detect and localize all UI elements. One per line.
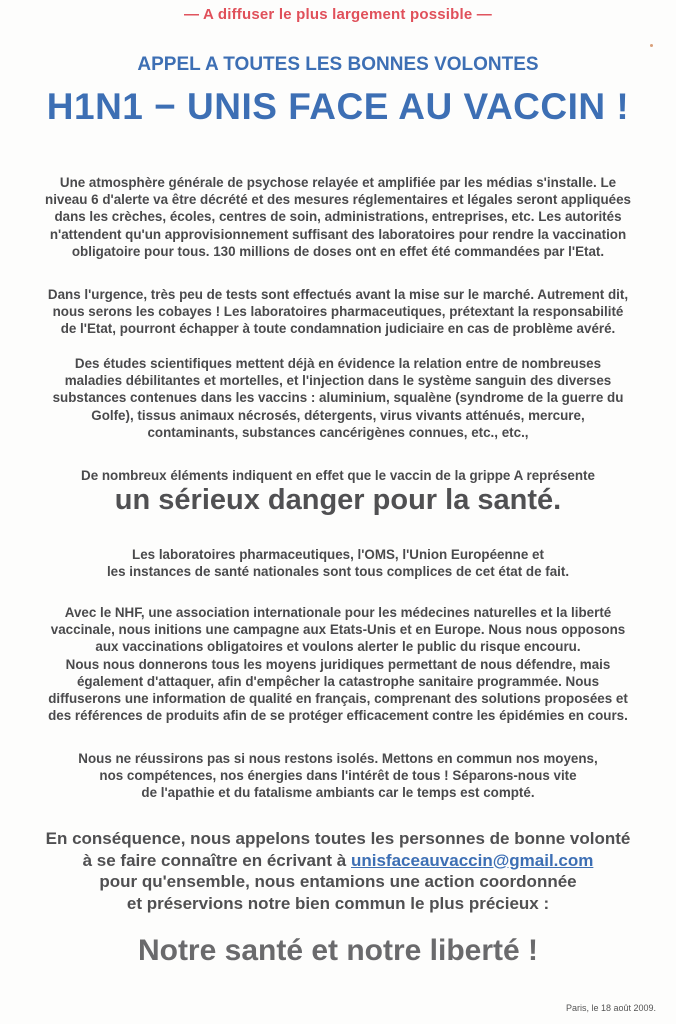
text-line: Dans l'urgence, très peu de tests sont effectués avant la mise sur le marché. Autrement dit, [47,287,629,302]
text-line: nos compétences, nos énergies dans l'intérêt de tous ! Séparons-nous vite [99,768,577,784]
text-line: nous serons les cobayes ! Les laboratoires pharmaceutiques, prétextant la responsabilité [52,304,624,320]
paragraph-isoles [20,750,656,802]
distribution-banner: — A diffuser le plus largement possible — [184,6,492,23]
text-line: Des études scientifiques mettent déjà en évidence la relation entre de nombreuses [74,356,602,371]
text-line: n'attendent qu'un approvisionnement suffisant des laboratoires pour rendre la vaccination [49,226,627,242]
paragraph-nhf [20,604,656,724]
call-to-action [0,828,676,914]
text-line: Une atmosphère générale de psychose relayée et amplifiée par les médias s'installe. Le [59,175,617,190]
paragraph-complices [20,546,656,580]
text-line: obligatoire pour tous. 130 millions de doses ont en effet été commandées par l'Etat. [71,243,605,259]
paragraph-urgence [20,286,656,338]
text-line: dans les crèches, écoles, centres de soin, administrations, entreprises, etc. Les autorités [54,209,622,225]
scan-speck [650,44,653,47]
call-line: et préservions notre bien commun le plus précieux : [126,893,550,913]
signoff-date: Paris, le 18 août 2009. [565,1003,656,1013]
text-line: niveau 6 d'alerte va être décrété et des mesures réglementaires et légales seront appliquées [45,192,631,208]
closing-slogan: Notre santé et notre liberté ! [137,934,539,967]
danger-statement: un sérieux danger pour la santé. [114,484,562,516]
call-line: En conséquence, nous appelons toutes les personnes de bonne volonté [45,829,631,848]
email-link[interactable]: unisfaceauvaccin@gmail.com [350,850,594,870]
call-line: pour qu'ensemble, nous entamions une action coordonnée [99,872,577,891]
call-line-email [0,850,676,872]
text-line: vaccinale, nous initions une campagne aux Etats-Unis et en Europe. Nous nous opposons [50,622,626,638]
text-line: des références de produits afin de se protéger efficacement contre les épidémies en cours. [48,708,628,724]
text-line: diffuserons une information de qualité en français, comprenant des solutions proposées et [48,691,628,707]
paragraph-psychose [20,174,656,260]
call-line-prefix: à se faire connaître en écrivant à [82,850,351,870]
text-line: maladies débilitantes et mortelles, et l'injection dans le système sanguin des diverses [64,373,612,389]
text-line: substances contenues dans les vaccins : aluminium, squalène (syndrome de la guerre du [52,390,624,406]
text-line: de l'apathie et du fatalisme ambiants car le temps est compté. [141,785,535,801]
text-line: contaminants, substances cancérigènes connues, etc., etc., [147,424,529,440]
text-line: De nombreux éléments indiquent en effet que le vaccin de la grippe A représente [81,468,595,483]
text-line: Nous ne réussirons pas si nous restons isolés. Mettons en commun nos moyens, [78,751,598,766]
text-line: Nous nous donnerons tous les moyens juridiques permettant de nous défendre, mais [65,656,611,672]
text-line: les instances de santé nationales sont tous complices de cet état de fait. [106,564,570,580]
text-line: Avec le NHF, une association internationale pour les médecines naturelles et la liberté [64,605,612,620]
paragraph-elements [20,467,656,484]
heading-subtitle: APPEL A TOUTES LES BONNES VOLONTES [137,54,539,75]
text-line: aux vaccinations obligatoires et voulons alerter le public du risque encouru. [95,639,581,655]
text-line: également d'attaquer, afin d'empêcher la catastrophe sanitaire programmée. Nous [76,673,600,689]
text-line: de l'Etat, pourront échapper à toute condamnation judiciaire en cas de problème avéré. [60,321,616,337]
heading-title: H1N1 − UNIS FACE AU VACCIN ! [46,86,630,127]
text-line: Golfe), tissus animaux nécrosés, détergents, virus vivants atténués, mercure, [91,407,585,423]
text-line: Les laboratoires pharmaceutiques, l'OMS, l'Union Européenne et [132,547,544,562]
paragraph-etudes [20,355,656,441]
